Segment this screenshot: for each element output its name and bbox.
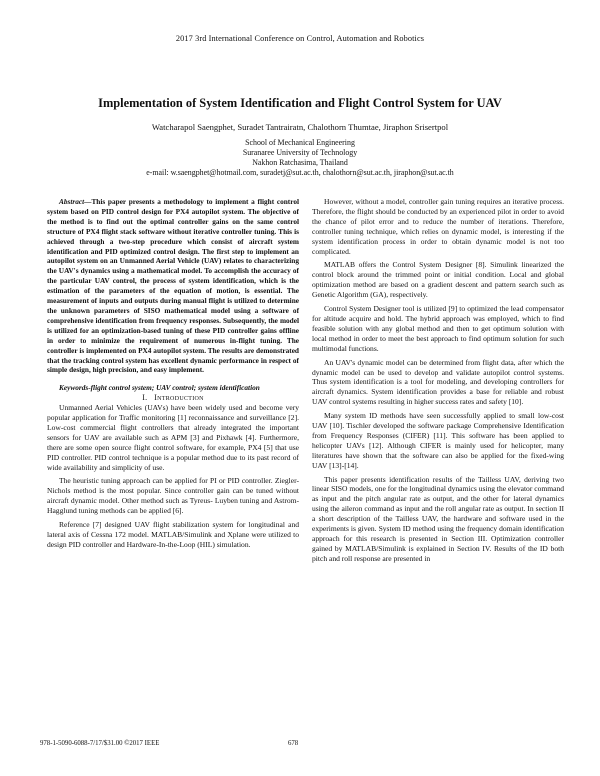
left-column (47, 197, 299, 550)
abstract-body: This paper presents a methodology to implement a flight control system based on PID control design for PX4 autopilot system. The objective of the method is to find out the optimal controller gains on the same control structure of PX4 flight stack software without iterative controller tuning. This is achieved through a two-step procedure which consist of aircraft system identification and PID optimized control design. The first step to implement an autopilot system on an Unmanned Aerial Vehicle (UAV) relates to characterizing the UAV's dynamics using a mathematical model. To accomplish the accuracy of the particular UAV control, the process of system identification, which is the estimation of the parameters of the equation of motion, is essential. The measurement of inputs and outputs during manual flight is utilized to determine the unknown parameters of SISO mathematical model using a software of comprehensive identification from frequency responses. Subsequently, the model is utilized for an optimization-based tuning of these PID controller gains offline in order to minimize the requirement of numerous in-flight tuning. The controller is implemented on PX4 autopilot system. The results are demonstrated that the tracking control system has excellent dynamic performance in respect of simple design, high precision, and easy implement. (47, 197, 299, 375)
affiliation-location: Nakhon Ratchasima, Thailand (252, 158, 348, 168)
body-paragraph: Control System Designer tool is utilized [9] to optimized the lead compensator for altitude acquire and hold. The hybrid approach was employed, which to find feasible solution with any global method and then to get optimum solution with local method in order to meet the best approach to find optimum solution for such multimodal functions. (312, 304, 564, 353)
affiliation-university: Suranaree University of Technology (242, 148, 358, 158)
abstract-dash: — (84, 197, 92, 206)
section-heading-introduction (47, 393, 299, 403)
keywords: Keywords-flight control system; UAV control; system identification (59, 383, 260, 393)
body-paragraph: An UAV's dynamic model can be determined from flight data, after which the dynamic model can be used to develop and validate autopilot control systems. Thus system identification is a tool for modeling, and developing controllers for aircraft dynamics. System identification provides a base for reliable and robust UAV control systems resulting in higher success rates and safety [10]. (312, 357, 564, 407)
footer-isbn: 978-1-5090-6088-7/17/$31.00 ©2017 IEEE (40, 740, 160, 747)
section-title: Introduction (154, 393, 204, 403)
right-column (312, 197, 564, 564)
conference-header: 2017 3rd International Conference on Control, Automation and Robotics (175, 34, 425, 43)
abstract-label: Abstract (59, 197, 85, 206)
author-list: Watcharapol Saengphet, Suradet Tantrairatn, Chalothorn Thumtae, Jiraphon Srisertpol (151, 122, 449, 132)
body-paragraph: MATLAB offers the Control System Designer [8]. Simulink linearized the control block around the trimmed point or initial condition. Local and global optimization method are based on a gradient descent and pattern search such as Genetic Algorithm (GA), respectively. (312, 260, 564, 300)
body-paragraph: However, without a model, controller gain tuning requires an iterative process. Therefore, the flight should be conducted by an experienced pilot in order to avoid the chance of pilot error and to reduce the number of iterations. Therefore, controller tuning technique, which relies on dynamic model, is interesting if the system identification process in order to obtain dynamic model is not too complicated. (312, 197, 564, 256)
intro-paragraph: Unmanned Aerial Vehicles (UAVs) have been widely used and become very popular application for Traffic monitoring [1] reconnaissance and surveillance [2]. Low-cost commercial flight controllers that already integrated the important sensors for UAV are available such as APM [3] and Pixhawk [4]. Furthermore, there are some open source flight control software, for example, PX4 [5] that use PID controller. PID control technique is a popular method due to its past record of wide availability and simplicity of use. (47, 403, 299, 472)
section-number: I. (142, 393, 148, 403)
intro-paragraph: Reference [7] designed UAV flight stabilization system for longitudinal and lateral axis of Cessna 172 model. MATLAB/Simulink and Xplane were utilized to design PID controller and Hardware-In-the-Loop (HIL) simulation. (47, 520, 299, 549)
affiliation-block (40, 138, 560, 169)
body-paragraph: This paper presents identification results of the Tailless UAV, deriving two linear SISO models, one for the longitudinal dynamics using the elevator command as input and the pitch angular rate as output, and the other for lateral dynamics using the aileron command as input and the roll angular rate as output. In section II a short description of the Tailless UAV, the hardware and software used in the experiments is given. System ID method using the frequency domain identification approach for this research is presented in Section III. Optimization controller gained by MATLAB/Simulink is explained in Section IV. Results of the ID both pitch and roll response are presented in (312, 474, 564, 563)
body-paragraph: Many system ID methods have seen successfully applied to small low-cost UAV [10]. Tischler developed the software package Comprehensive Identification from Frequency Responses (CIFER) [11]. This software has been applied to helicopter UAVs [12]. Although CIFER is mainly used for helicopter, many literatures have shown that the software can also be applied for the fixed-wing UAV [13]-[14]. (312, 411, 564, 470)
page-number: 678 (288, 740, 299, 747)
intro-paragraph: The heuristic tuning approach can be applied for PI or PID controller. Ziegler-Nichols method is the most popular. Since controller gain can be tuned without aircraft dynamic model. Other method such as Tyreus- Luyben tuning and Astrom-Hagglund tuning methods can be applied [6]. (47, 476, 299, 516)
paper-title: Implementation of System Identification and Flight Control System for UAV (98, 96, 502, 110)
affiliation-school: School of Mechanical Engineering (245, 138, 355, 147)
abstract-paragraph (47, 197, 299, 375)
author-emails: e-mail: w.saengphet@hotmail.com, suradetj@sut.ac.th, chalothorn@sut.ac.th, jiraphon@sut.ac.th (146, 168, 454, 177)
